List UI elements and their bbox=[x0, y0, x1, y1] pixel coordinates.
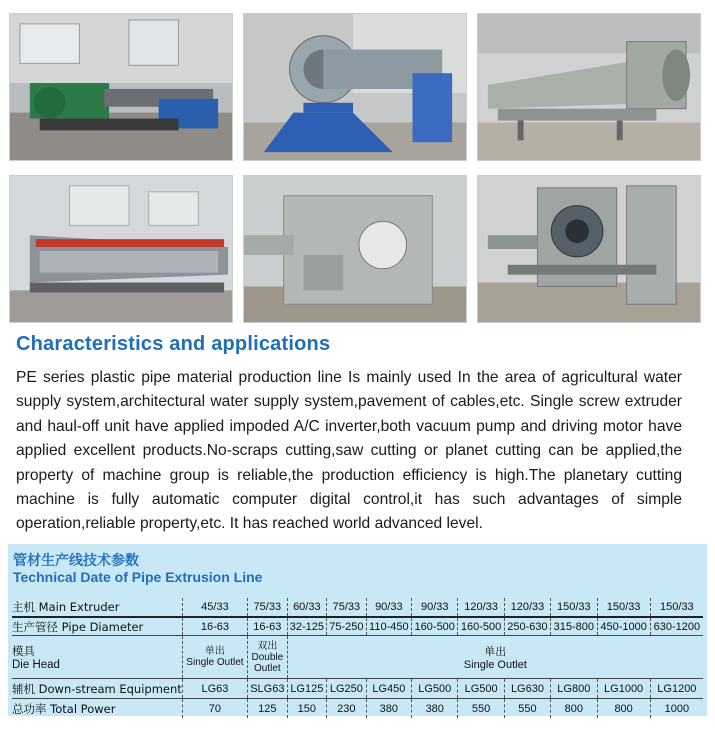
table-cell: 550 bbox=[504, 699, 550, 719]
row-total-power bbox=[12, 699, 703, 719]
table-cell: 800 bbox=[551, 699, 597, 719]
row-main-extruder bbox=[12, 598, 703, 617]
row-label: 主机 Main Extruder bbox=[12, 600, 120, 614]
die-single-cn: 单出 bbox=[204, 646, 225, 657]
table-cell: LG250 bbox=[327, 679, 367, 699]
table-cell: 16-63 bbox=[182, 617, 247, 636]
extruder-line-photo bbox=[9, 13, 233, 161]
table-cell: 90/33 bbox=[412, 598, 458, 617]
table-cell bbox=[248, 636, 288, 679]
table-cell: 70 bbox=[182, 699, 247, 719]
table-cell: 550 bbox=[458, 699, 504, 719]
table-cell: LG125 bbox=[287, 679, 327, 699]
table-cell: 150/33 bbox=[650, 598, 703, 617]
die-double-cn: 双出 bbox=[257, 640, 278, 652]
table-cell: LG800 bbox=[551, 679, 597, 699]
row-die-head bbox=[12, 636, 703, 679]
table-cell: LG1000 bbox=[597, 679, 650, 699]
row-downstream-equipment bbox=[12, 679, 703, 699]
row-label bbox=[12, 636, 182, 679]
table-cell: 800 bbox=[597, 699, 650, 719]
table-cell: 315-800 bbox=[551, 617, 597, 636]
table-cell: 380 bbox=[412, 699, 458, 719]
table-cell: 630-1200 bbox=[650, 617, 703, 636]
table-cell: 150 bbox=[287, 699, 327, 719]
table-cell: 75/33 bbox=[327, 598, 367, 617]
spec-title-chinese: 管材生产线技术参数 bbox=[13, 553, 139, 569]
die-head-label-en: Die Head bbox=[12, 659, 60, 671]
die-double-en-1: Double bbox=[251, 651, 284, 663]
table-cell: 230 bbox=[327, 699, 367, 719]
haul-off-photo bbox=[9, 175, 233, 323]
table-cell: LG63 bbox=[182, 679, 247, 699]
die-double-en-2: Outlet bbox=[253, 662, 281, 674]
table-cell: 16-63 bbox=[248, 617, 288, 636]
table-cell: 75-250 bbox=[327, 617, 367, 636]
table-cell: LG1200 bbox=[650, 679, 703, 699]
table-cell: LG630 bbox=[504, 679, 550, 699]
section-heading: Characteristics and applications bbox=[16, 333, 331, 355]
spec-table bbox=[12, 598, 703, 718]
table-cell: 1000 bbox=[650, 699, 703, 719]
row-pipe-diameter bbox=[12, 617, 703, 636]
saw-cutter-photo bbox=[243, 175, 467, 323]
table-cell: 90/33 bbox=[366, 598, 411, 617]
planetary-cutter-photo bbox=[477, 175, 701, 323]
machine-photo-grid bbox=[9, 13, 701, 325]
row-label: 辅机 Down-stream Equipment bbox=[12, 679, 182, 699]
table-cell: SLG63 bbox=[248, 679, 288, 699]
row-label: 总功率 Total Power bbox=[12, 699, 182, 719]
die-rest-cn: 单出 bbox=[484, 645, 507, 658]
table-cell bbox=[287, 636, 703, 679]
table-cell: 150/33 bbox=[597, 598, 650, 617]
table-cell: 32-125 bbox=[287, 617, 327, 636]
spec-table-panel bbox=[8, 544, 707, 716]
table-cell: 110-450 bbox=[366, 617, 411, 636]
table-cell: LG500 bbox=[458, 679, 504, 699]
table-cell: LG500 bbox=[412, 679, 458, 699]
table-cell: 45/33 bbox=[182, 598, 247, 617]
die-rest-en: Single Outlet bbox=[463, 659, 527, 671]
table-cell: 450-1000 bbox=[597, 617, 650, 636]
vacuum-tank-side-photo bbox=[243, 13, 467, 161]
description-paragraph: PE series plastic pipe material production line Is mainly used In the area of agricultural water supply system,architectural water supply system,pavement of cables,etc. Single screw extruder and haul-off unit have applied impoded A/C inverter,both vacuum pump and driving motor have applied excellent products.No-scraps cutting,saw cutting or planet cutting can be applied,the property of machine group is reliable,the production efficiency is high.The planetary cutting machine is fully automatic computer digital control,it has such advantages of simple operation,reliable property,etc. It has reached world advanced level. bbox=[16, 369, 682, 533]
table-cell: 150/33 bbox=[551, 598, 597, 617]
cooling-tank-photo bbox=[477, 13, 701, 161]
spec-title-english: Technical Date of Pipe Extrusion Line bbox=[13, 569, 263, 585]
row-label: 生产管径 Pipe Diameter bbox=[12, 617, 182, 636]
table-cell: 125 bbox=[248, 699, 288, 719]
die-head-label-cn: 模具 bbox=[12, 644, 35, 658]
table-cell: 75/33 bbox=[248, 598, 288, 617]
table-cell: 120/33 bbox=[458, 598, 504, 617]
table-cell: LG450 bbox=[366, 679, 411, 699]
table-cell bbox=[182, 636, 247, 679]
die-single-en: Single Outlet bbox=[186, 657, 244, 668]
table-cell: 380 bbox=[366, 699, 411, 719]
table-cell: 160-500 bbox=[458, 617, 504, 636]
table-cell: 160-500 bbox=[412, 617, 458, 636]
table-cell: 60/33 bbox=[287, 598, 327, 617]
table-cell: 120/33 bbox=[504, 598, 550, 617]
table-cell: 250-630 bbox=[504, 617, 550, 636]
